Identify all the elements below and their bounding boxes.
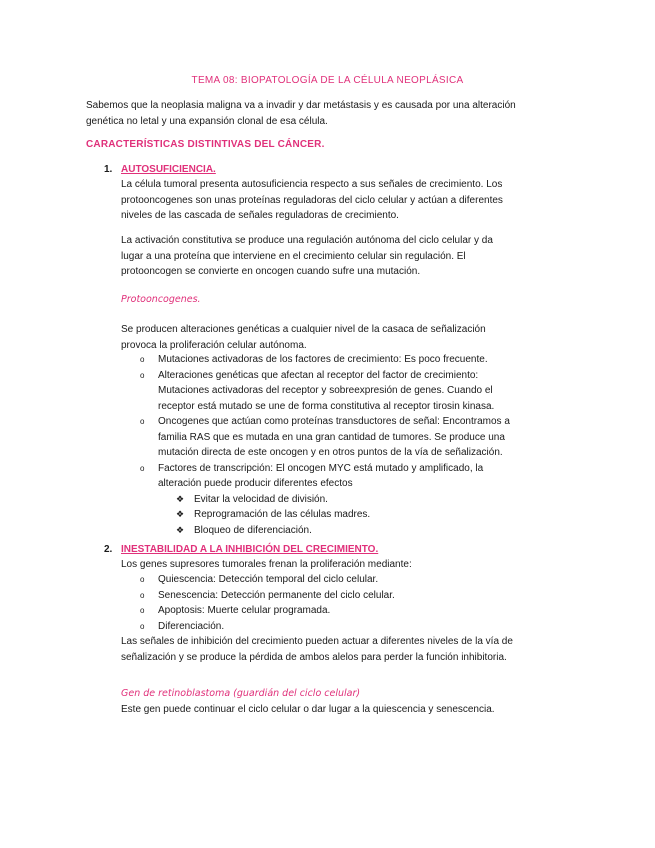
section-2-paragraph-1: Los genes supresores tumorales frenan la proliferación mediante: — [121, 559, 412, 570]
diamond-bullet-icon: ❖ — [176, 524, 185, 535]
list-item — [121, 352, 521, 368]
circle-bullet-icon: o — [140, 355, 145, 364]
suppressor-list — [121, 572, 521, 634]
circle-bullet-icon: o — [140, 606, 145, 615]
section-1-number: 1. — [104, 164, 113, 175]
circle-bullet-icon: o — [140, 417, 145, 426]
document-title: TEMA 08: BIOPATOLOGÍA DE LA CÉLULA NEOPLÁSICA — [191, 75, 464, 86]
list-item-text: Apoptosis: Muerte celular programada. — [158, 605, 331, 616]
diamond-bullet-icon: ❖ — [176, 509, 185, 519]
list-item-text: Oncogenes que actúan como proteínas transductores de señal: Encontramos a familia RAS que es mutada en una gran cantidad de tumores. Se produce una mutación directa de este oncogen y en otros puntos de la vía de señalización. — [158, 416, 510, 458]
sublist-item — [158, 507, 521, 523]
oncogene-list — [121, 352, 521, 538]
intro-paragraph: Sabemos que la neoplasia maligna va a invadir y dar metástasis y es causada por una alteración genética no letal y una expansión clonal de esa célula. — [86, 100, 516, 127]
circle-bullet-icon: o — [140, 463, 145, 473]
sublist-item-text: Evitar la velocidad de división. — [194, 493, 328, 505]
circle-bullet-icon: o — [140, 370, 145, 380]
effects-sublist — [158, 492, 521, 539]
list-item — [121, 588, 521, 604]
section-1-paragraph-2: La activación constitutiva se produce una regulación autónoma del ciclo celular y da lugar a una proteína que interviene en el crecimiento celular sin regulación. El protooncogen se convierte en oncogen cuando sufre una mutación. — [121, 235, 493, 277]
section-heading: CARACTERÍSTICAS DISTINTIVAS DEL CÁNCER. — [86, 139, 325, 150]
sublist-item-text: Bloqueo de diferenciación. — [194, 524, 312, 536]
section-2-paragraph-3: Este gen puede continuar el ciclo celular o dar lugar a la quiescencia y senescencia. — [121, 704, 495, 715]
list-item-text: Senescencia: Detección permanente del ciclo celular. — [158, 589, 395, 601]
circle-bullet-icon: o — [140, 590, 145, 600]
section-2-paragraph-2: Las señales de inhibición del crecimiento pueden actuar a diferentes niveles de la vía de señalización y se produce la pérdida de ambos alelos para perder la función inhibitoria. — [121, 636, 513, 663]
section-1-paragraph-1: La célula tumoral presenta autosuficiencia respecto a sus señales de crecimiento. Los protooncogenes son unas proteínas reguladoras del ciclo celular y actúan a diferentes niveles de las cascada de señales reguladoras de crecimiento. — [121, 179, 503, 221]
list-item — [121, 414, 521, 461]
sublist-item — [158, 492, 521, 508]
list-item-text: Alteraciones genéticas que afectan al receptor del factor de crecimiento: Mutaciones activadoras del receptor y sobreexpresión de genes. Cuando el receptor está mutado se une de forma constitutiva al receptor tirosin kinasa. — [158, 369, 495, 412]
list-item-text: Mutaciones activadoras de los factores de crecimiento: Es poco frecuente. — [158, 354, 488, 365]
list-item — [121, 572, 521, 588]
section-1-paragraph-3: Se producen alteraciones genéticas a cualquier nivel de la casaca de señalización provoca la proliferación celular autónoma. — [121, 324, 486, 351]
circle-bullet-icon: o — [140, 621, 145, 631]
list-item-text: Factores de transcripción: El oncogen MYC está mutado y amplificado, la alteración puede producir diferentes efectos — [158, 462, 484, 489]
section-2-heading: INESTABILIDAD A LA INHIBICIÓN DEL CRECIMIENTO. — [121, 544, 379, 555]
diamond-bullet-icon: ❖ — [176, 493, 185, 504]
list-item-text: Quiescencia: Detección temporal del ciclo celular. — [158, 574, 379, 585]
circle-bullet-icon: o — [140, 575, 145, 584]
section-1-heading: AUTOSUFICIENCIA. — [121, 164, 216, 175]
section-2-number: 2. — [104, 544, 113, 555]
sublist-item — [158, 523, 521, 539]
list-item — [121, 368, 521, 415]
list-item — [121, 619, 521, 635]
retinoblastoma-subheading: Gen de retinoblastoma (guardián del ciclo celular) — [121, 688, 361, 699]
protooncogenes-subheading: Protooncogenes. — [121, 294, 201, 305]
sublist-item-text: Reprogramación de las células madres. — [194, 509, 371, 520]
list-item — [121, 461, 521, 539]
list-item — [121, 603, 521, 619]
list-item-text: Diferenciación. — [158, 620, 225, 632]
